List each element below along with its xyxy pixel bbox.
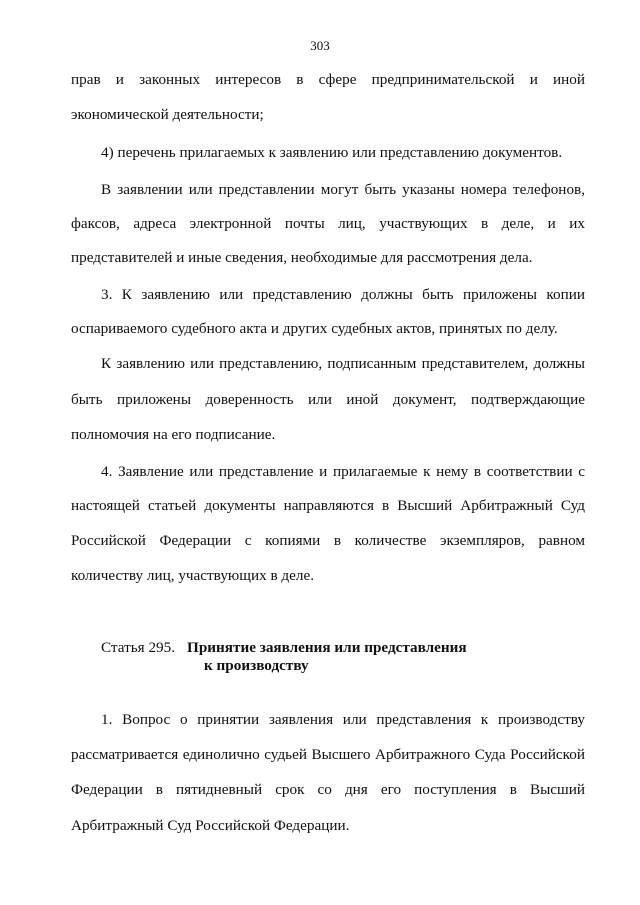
text-line: Федерации в пятидневный срок со дня его поступления в Высший bbox=[71, 781, 585, 798]
text-line: 1. Вопрос о принятии заявления или представления к производству bbox=[101, 711, 585, 728]
text-line: прав и законных интересов в сфере предпринимательской и иной bbox=[71, 71, 585, 88]
text-line: рассматривается единолично судьей Высшего Арбитражного Суда Российской bbox=[71, 746, 585, 763]
text-line: 4) перечень прилагаемых к заявлению или представлению документов. bbox=[101, 144, 563, 161]
text-line: В заявлении или представлении могут быть указаны номера телефонов, bbox=[101, 181, 585, 198]
text-line: Российской Федерации с копиями в количестве экземпляров, равном bbox=[71, 532, 585, 549]
text-line: полномочия на его подписание. bbox=[71, 426, 276, 443]
text-line: Арбитражный Суд Российской Федерации. bbox=[71, 817, 350, 834]
text-line: 3. К заявлению или представлению должны быть приложены копии bbox=[101, 286, 585, 303]
text-line: К заявлению или представлению, подписанным представителем, должны bbox=[101, 355, 585, 372]
text-line: настоящей статьей документы направляются в Высший Арбитражный Суд bbox=[71, 497, 585, 514]
text-line: представителей и иные сведения, необходимые для рассмотрения дела. bbox=[71, 249, 533, 266]
text-line: экономической деятельности; bbox=[71, 106, 264, 123]
article-label: Статья 295. bbox=[101, 639, 176, 656]
article-title: Принятие заявления или представления bbox=[187, 639, 467, 656]
text-line: количеству лиц, участвующих в деле. bbox=[71, 567, 315, 584]
text-line: оспариваемого судебного акта и других судебных актов, принятых по делу. bbox=[71, 320, 558, 337]
text-line: 4. Заявление или представление и прилагаемые к нему в соответствии с bbox=[101, 463, 585, 480]
article-title-continued: к производству bbox=[204, 657, 309, 674]
text-line: факсов, адреса электронной почты лиц, участвующих в деле, и их bbox=[71, 215, 585, 232]
text-line: быть приложены доверенность или иной документ, подтверждающие bbox=[71, 391, 585, 408]
page-number: 303 bbox=[310, 38, 330, 53]
